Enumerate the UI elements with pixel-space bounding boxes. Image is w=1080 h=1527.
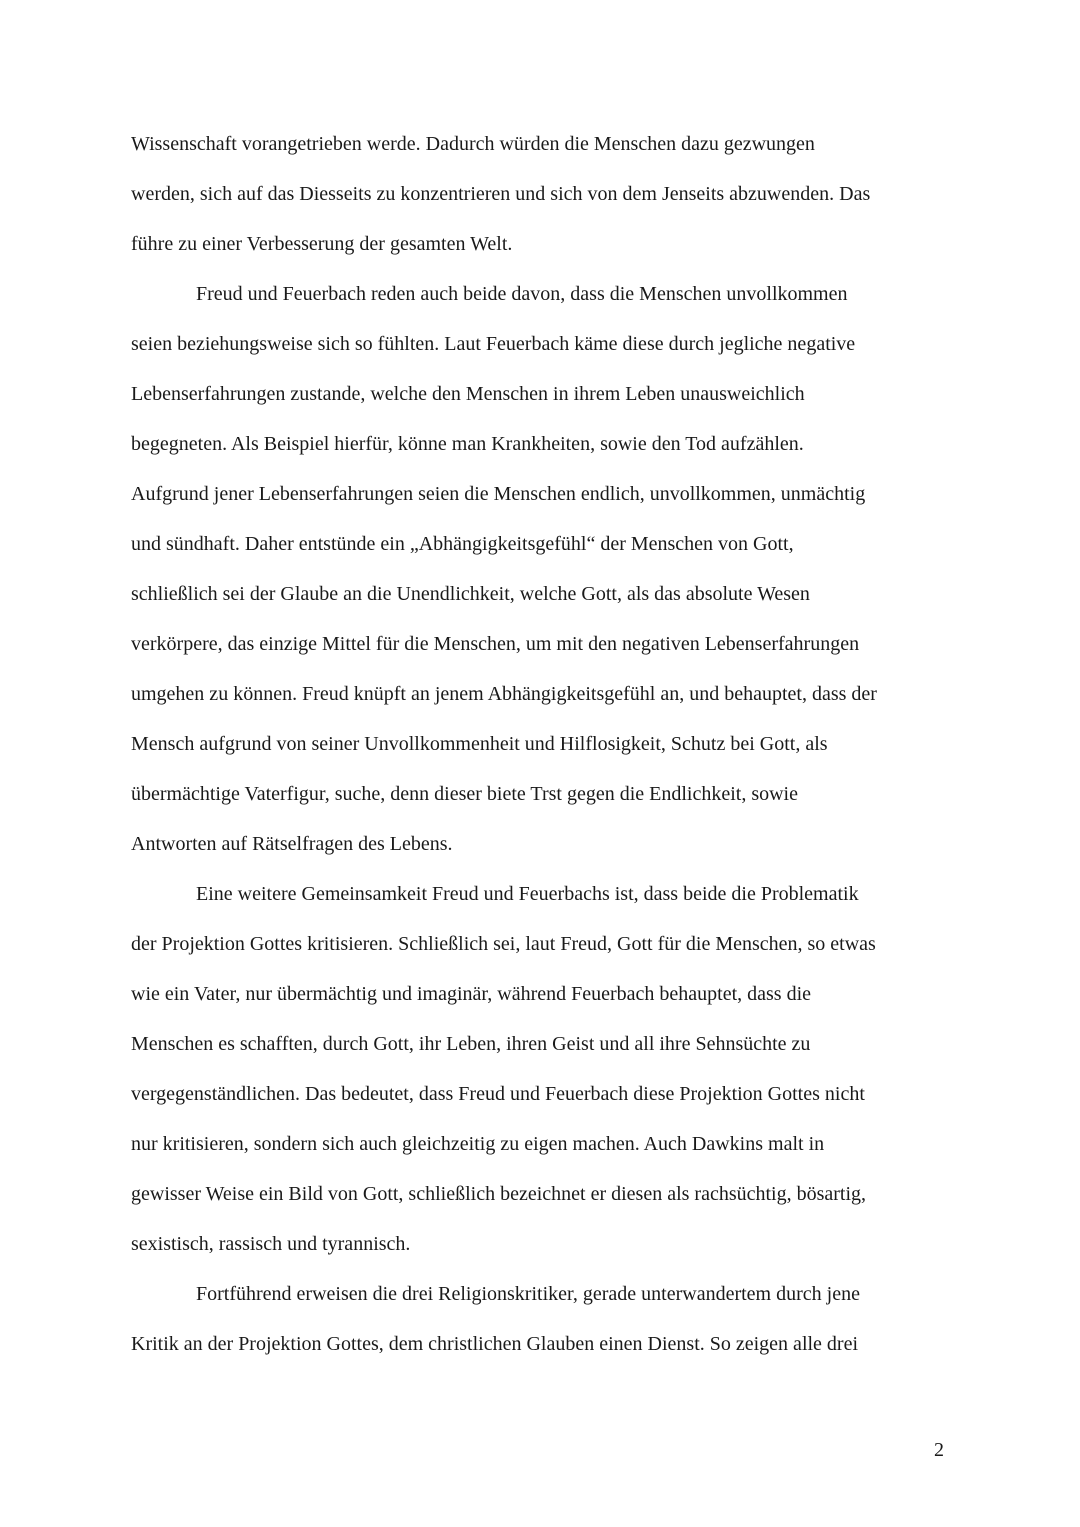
paragraph-first-line: Fortführend erweisen die drei Religionskritiker, gerade unterwandertem durch jene <box>196 1283 860 1305</box>
paragraph-first-line: Freud und Feuerbach reden auch beide davon, dass die Menschen unvollkommen <box>196 283 848 305</box>
text-line: werden, sich auf das Diesseits zu konzentrieren und sich von dem Jenseits abzuwenden. Das <box>131 183 871 205</box>
paragraph-first-line: Eine weitere Gemeinsamkeit Freud und Feuerbachs ist, dass beide die Problematik <box>196 883 859 905</box>
text-line: verkörpere, das einzige Mittel für die Menschen, um mit den negativen Lebenserfahrungen <box>131 633 860 655</box>
text-line: Antworten auf Rätselfragen des Lebens. <box>131 833 453 855</box>
text-line: begegneten. Als Beispiel hierfür, könne man Krankheiten, sowie den Tod aufzählen. <box>131 433 804 455</box>
text-line: Menschen es schafften, durch Gott, ihr Leben, ihren Geist und all ihre Sehnsüchte zu <box>131 1033 811 1055</box>
text-line: Lebenserfahrungen zustande, welche den Menschen in ihrem Leben unausweichlich <box>131 383 805 405</box>
text-line: der Projektion Gottes kritisieren. Schließlich sei, laut Freud, Gott für die Menschen, so etwas <box>131 933 876 955</box>
text-line: übermächtige Vaterfigur, suche, denn dieser biete Trst gegen die Endlichkeit, sowie <box>131 783 798 805</box>
text-line: vergegenständlichen. Das bedeutet, dass Freud und Feuerbach diese Projektion Gottes nicht <box>131 1083 865 1105</box>
page-number: 2 <box>934 1439 944 1461</box>
text-line: wie ein Vater, nur übermächtig und imaginär, während Feuerbach behauptet, dass die <box>131 983 812 1005</box>
text-line: Aufgrund jener Lebenserfahrungen seien die Menschen endlich, unvollkommen, unmächtig <box>131 483 866 505</box>
text-line: gewisser Weise ein Bild von Gott, schließlich bezeichnet er diesen als rachsüchtig, bösartig, <box>131 1183 867 1205</box>
text-line: Mensch aufgrund von seiner Unvollkommenheit und Hilflosigkeit, Schutz bei Gott, als <box>131 733 828 755</box>
text-line: Wissenschaft vorangetrieben werde. Dadurch würden die Menschen dazu gezwungen <box>131 133 815 155</box>
text-line: seien beziehungsweise sich so fühlten. Laut Feuerbach käme diese durch jegliche negative <box>131 333 856 355</box>
text-line: nur kritisieren, sondern sich auch gleichzeitig zu eigen machen. Auch Dawkins malt in <box>131 1133 825 1155</box>
text-line: und sündhaft. Daher entstünde ein „Abhängigkeitsgefühl“ der Menschen von Gott, <box>131 533 794 555</box>
text-line: umgehen zu können. Freud knüpft an jenem Abhängigkeitsgefühl an, und behauptet, dass der <box>131 683 877 705</box>
text-line: sexistisch, rassisch und tyrannisch. <box>131 1233 411 1255</box>
text-line: führe zu einer Verbesserung der gesamten Welt. <box>131 233 513 255</box>
text-line: Kritik an der Projektion Gottes, dem christlichen Glauben einen Dienst. So zeigen alle drei <box>131 1333 859 1355</box>
text-line: schließlich sei der Glaube an die Unendlichkeit, welche Gott, als das absolute Wesen <box>131 583 810 605</box>
